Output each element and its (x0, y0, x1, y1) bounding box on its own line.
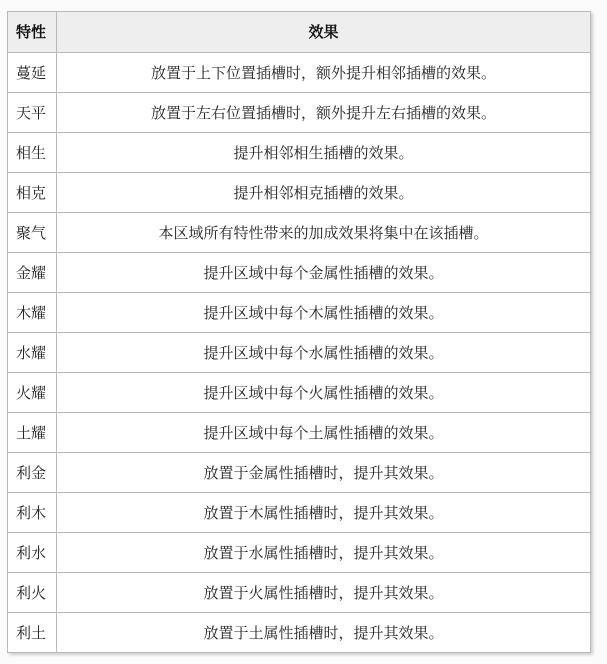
trait-name: 利木 (8, 493, 57, 533)
table-row (8, 173, 591, 213)
trait-effect: 放置于木属性插槽时，提升其效果。 (57, 493, 591, 533)
trait-name: 相克 (8, 173, 57, 213)
trait-name: 利火 (8, 573, 57, 613)
trait-effect: 提升相邻相生插槽的效果。 (57, 133, 591, 173)
trait-name: 金耀 (8, 253, 57, 293)
table-row (8, 213, 591, 253)
trait-effect: 提升区域中每个木属性插槽的效果。 (57, 293, 591, 333)
table-row (8, 333, 591, 373)
header-row (8, 12, 591, 53)
trait-effect: 本区域所有特性带来的加成效果将集中在该插槽。 (57, 213, 591, 253)
table-header (8, 12, 591, 53)
table-row (8, 413, 591, 453)
table-row (8, 573, 591, 613)
trait-name: 天平 (8, 93, 57, 133)
table-row (8, 453, 591, 493)
trait-name: 相生 (8, 133, 57, 173)
trait-name: 利水 (8, 533, 57, 573)
trait-effect: 提升区域中每个金属性插槽的效果。 (57, 253, 591, 293)
trait-name: 木耀 (8, 293, 57, 333)
trait-effect: 放置于左右位置插槽时，额外提升左右插槽的效果。 (57, 93, 591, 133)
trait-name: 利金 (8, 453, 57, 493)
table-row (8, 53, 591, 93)
trait-effect: 提升区域中每个土属性插槽的效果。 (57, 413, 591, 453)
trait-effect: 提升相邻相克插槽的效果。 (57, 173, 591, 213)
trait-effect: 放置于上下位置插槽时，额外提升相邻插槽的效果。 (57, 53, 591, 93)
header-trait: 特性 (8, 12, 57, 53)
trait-effect: 提升区域中每个水属性插槽的效果。 (57, 333, 591, 373)
trait-effect: 放置于金属性插槽时，提升其效果。 (57, 453, 591, 493)
trait-name: 水耀 (8, 333, 57, 373)
header-effect: 效果 (57, 12, 591, 53)
trait-name: 火耀 (8, 373, 57, 413)
trait-name: 利土 (8, 613, 57, 653)
trait-effect: 放置于土属性插槽时，提升其效果。 (57, 613, 591, 653)
table-row (8, 293, 591, 333)
table-row (8, 253, 591, 293)
trait-effect: 提升区域中每个火属性插槽的效果。 (57, 373, 591, 413)
table-row (8, 613, 591, 653)
table-body (8, 53, 591, 653)
table-row (8, 93, 591, 133)
trait-name: 土耀 (8, 413, 57, 453)
trait-effect: 放置于水属性插槽时，提升其效果。 (57, 533, 591, 573)
table-row (8, 493, 591, 533)
table-row (8, 133, 591, 173)
traits-table (7, 11, 591, 653)
trait-name: 聚气 (8, 213, 57, 253)
trait-effect: 放置于火属性插槽时，提升其效果。 (57, 573, 591, 613)
table-row (8, 533, 591, 573)
trait-name: 蔓延 (8, 53, 57, 93)
table-row (8, 373, 591, 413)
